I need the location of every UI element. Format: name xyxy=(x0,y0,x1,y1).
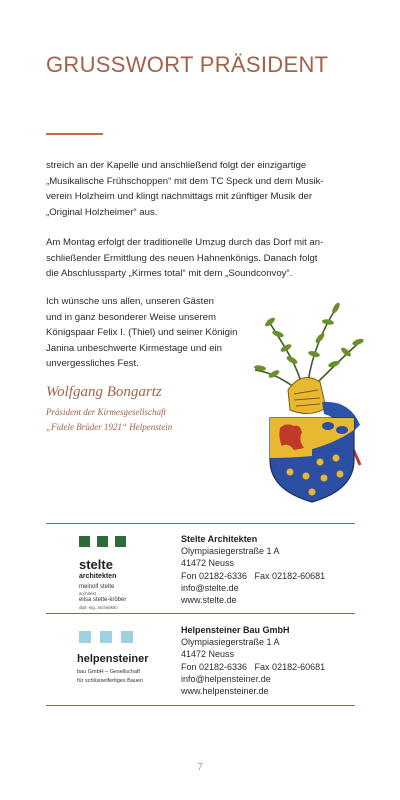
text-line: Königspaar Felix I. (Thiel) und seiner Königin xyxy=(46,327,238,339)
logo-square xyxy=(121,631,133,643)
signature-role: Präsident der Kirmesgesellschaft xyxy=(46,407,166,417)
text-line: und in ganz besonderer Weise unserem xyxy=(46,311,216,323)
logo-text: architekten xyxy=(79,573,117,580)
logo-text: architekt xyxy=(79,591,97,596)
logo-square xyxy=(79,631,91,643)
sponsor-name: Stelte Architekten xyxy=(181,534,258,544)
text-line: streich an der Kapelle und anschließend folgt der einzigartige xyxy=(46,160,307,171)
text-line: verein Holzheim und klingt nachmittags mit zünftiger Musik der xyxy=(46,191,313,203)
sponsor-street: Olympiasiegerstraße 1 A xyxy=(181,637,280,648)
sponsor-contact xyxy=(181,624,325,697)
paragraph-2 xyxy=(46,235,356,282)
text-line: die Abschlussparty „Kirmes total“ mit dem „Soundconvoy“. xyxy=(46,268,293,280)
coat-of-arms-image xyxy=(250,290,375,505)
sponsor-city: 41472 Neuss xyxy=(181,649,235,660)
paragraph-1 xyxy=(46,158,356,220)
sponsor-phone: Fon 02182-6336 Fax 02182-60681 xyxy=(181,570,326,581)
sponsor-email[interactable]: info@stelte.de xyxy=(181,582,239,593)
helpensteiner-logo xyxy=(76,629,166,701)
logo-square xyxy=(115,536,126,547)
logo-wordmark: helpensteiner xyxy=(77,653,149,665)
sponsor-helpensteiner xyxy=(46,613,355,705)
logo-text: bau GmbH – Gesellschaft xyxy=(77,669,140,675)
sponsor-email[interactable]: info@helpensteiner.de xyxy=(181,673,271,684)
text-line: schließender Ermittlung des neuen Hahnenkönigs. Danach folgt xyxy=(46,252,318,264)
logo-text: elisa stelte-kröber xyxy=(79,597,127,603)
sponsor-phone: Fon 02182-6336 Fax 02182-60681 xyxy=(181,661,326,672)
logo-square xyxy=(100,631,112,643)
sponsor-name: Helpensteiner Bau GmbH xyxy=(181,625,290,635)
signature-club: „Fidele Brüder 1921“ Helpenstein xyxy=(46,422,173,432)
page-number: 7 xyxy=(197,762,203,773)
logo-square xyxy=(97,536,108,547)
stelte-logo xyxy=(76,533,156,611)
paragraph-3 xyxy=(46,294,261,372)
sponsor-website[interactable]: www.stelte.de xyxy=(181,595,237,606)
text-line: unvergessliches Fest. xyxy=(46,358,139,370)
logo-square xyxy=(79,536,90,547)
sponsor-stelte xyxy=(46,523,355,613)
signature-name: Wolfgang Bongartz xyxy=(46,384,162,400)
logo-text: für schlüsselfertiges Bauen xyxy=(77,678,144,684)
sponsor-street: Olympiasiegerstraße 1 A xyxy=(181,546,280,557)
sponsor-website[interactable]: www.helpensteiner.de xyxy=(181,686,269,697)
divider xyxy=(46,705,355,706)
text-line: „Musikalische Frühschoppen“ mit dem TC Speck und dem Musik- xyxy=(46,175,324,187)
text-line: „Original Holzheimer“ aus. xyxy=(46,206,158,218)
sponsor-contact xyxy=(181,533,325,606)
text-line: Janina unbeschwerte Kirmestage und ein xyxy=(46,342,222,354)
logo-text: meinolf stelte xyxy=(79,584,115,590)
logo-text: dipl.-ing. architektin xyxy=(79,605,118,610)
sponsor-city: 41472 Neuss xyxy=(181,558,235,569)
text-line: Am Montag erfolgt der traditionelle Umzug durch das Dorf mit an- xyxy=(46,237,324,248)
page-title: GRUSSWORT PRÄSIDENT xyxy=(46,52,329,77)
logo-wordmark: stelte xyxy=(79,557,113,572)
text-line: Ich wünsche uns allen, unseren Gästen xyxy=(46,296,214,307)
title-underline xyxy=(46,133,103,135)
